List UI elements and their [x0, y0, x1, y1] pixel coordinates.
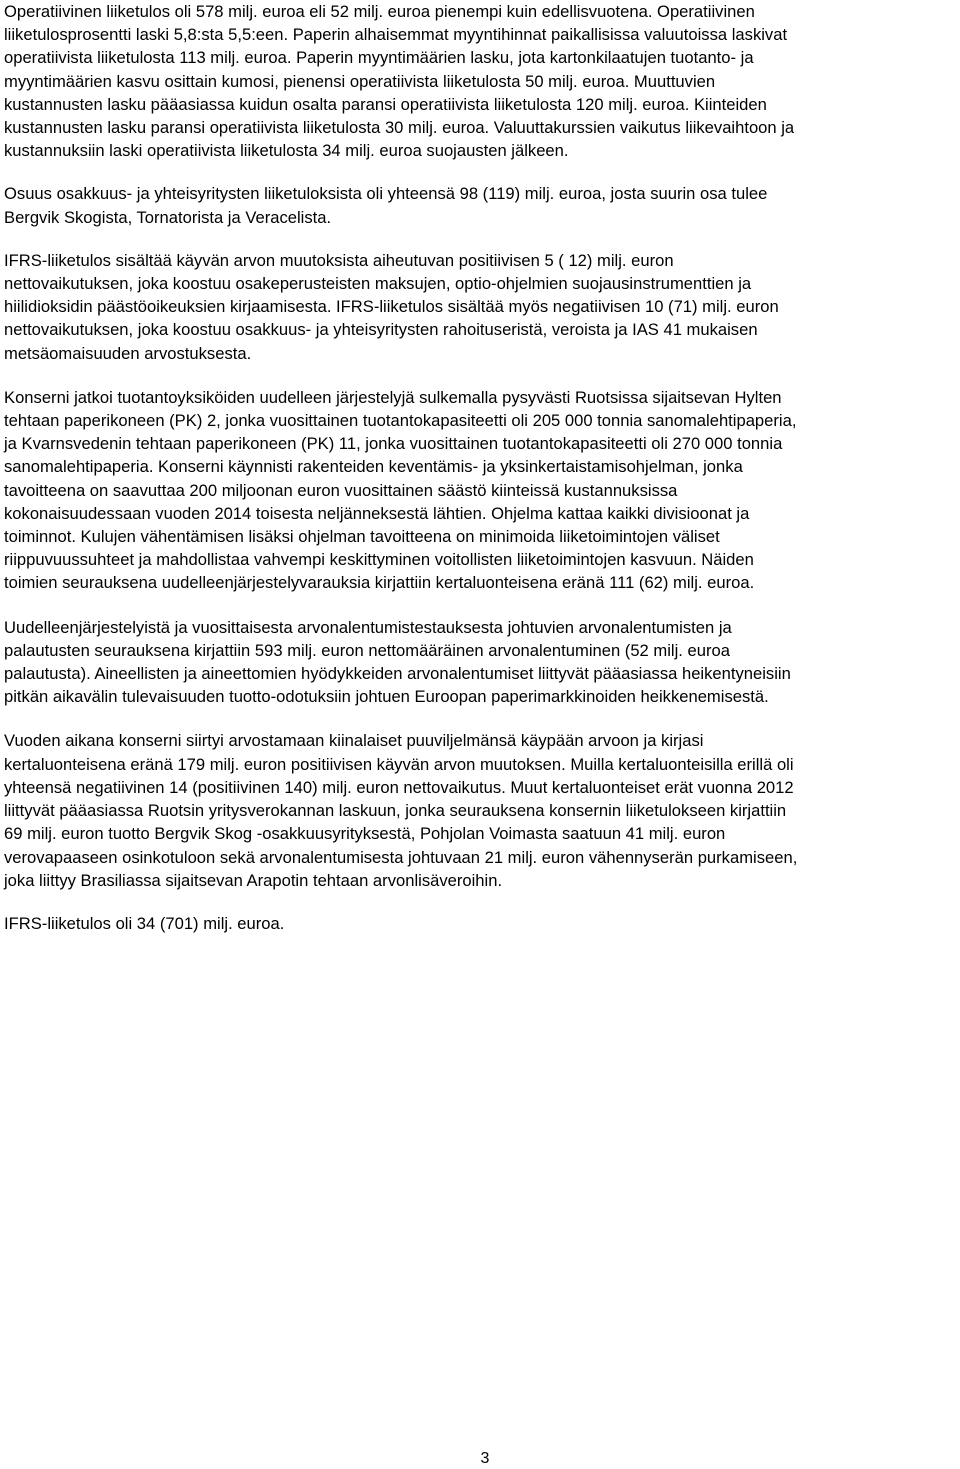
paragraph-operating-result: [4, 0, 956, 162]
text-line: myyntimäärien kasvu osittain kumosi, pienensi operatiivista liiketulosta 50 milj. euroa. Muuttuvien: [4, 71, 716, 91]
text-line: palautusten seurauksena kirjattiin 593 milj. euron nettomääräinen arvonalentuminen (52 milj. euroa: [4, 640, 730, 660]
text-line: nettovaikutuksen, joka koostuu osakeperusteisten maksujen, optio-ohjelmien suojausinstrumenttien ja: [4, 274, 752, 294]
text-line: toiminnot. Kulujen vähentämisen lisäksi ohjelman tavoitteena on minimoida liiketoimintojen väliset: [4, 527, 720, 547]
text-line: Konserni jatkoi tuotantoyksiköiden uudelleen järjestelyjä sulkemalla pysyvästi Ruotsissa sijaitsevan Hylten: [4, 387, 782, 407]
text-line: liittyvät pääasiassa Ruotsin yritysverokannan laskuun, jonka seurauksena konsernin liiketulokseen kirjattiin: [4, 801, 787, 821]
text-line: IFRS-liiketulos oli 34 (701) milj. euroa.: [4, 913, 285, 933]
paragraph-associated-companies: [4, 182, 956, 228]
text-line: kustannuksiin laski operatiivista liiketulosta 34 milj. euroa suojausten jälkeen.: [4, 141, 569, 161]
text-line: verovapaaseen osinkotuloon sekä arvonalentumisesta johtuvaan 21 milj. euron vähennyserän purkamiseen,: [4, 847, 798, 867]
text-line: palautusta). Aineellisten ja aineettomien hyödykkeiden arvonalentumiset liittyvät pääasiassa heikentyneisiin: [4, 664, 791, 684]
text-line: nettovaikutuksen, joka koostuu osakkuus- ja yhteisyritysten rahoituseristä, veroista ja IAS 41 mukaisen: [4, 320, 758, 340]
text-line: Operatiivinen liiketulos oli 578 milj. euroa eli 52 milj. euroa pienempi kuin edellisvuotena. Operatiivinen: [4, 2, 755, 21]
text-line: riippuvuussuhteet ja mahdollistaa vahvempi keskittyminen voitollisten liiketoimintojen kasvuun. Näiden: [4, 550, 754, 570]
paragraph-restructuring: [4, 386, 956, 595]
text-line: Uudelleenjärjestelyistä ja vuosittaisesta arvonalentumistestauksesta johtuvien arvonalentumisten ja: [4, 617, 732, 637]
text-line: operatiivista liiketulosta 113 milj. euroa. Paperin myyntimäärien lasku, jota kartonkilaatujen tuotanto- ja: [4, 48, 754, 68]
text-line: tavoitteena on saavuttaa 200 miljoonan euron vuosittainen säästö kiinteissä kustannuksissa: [4, 480, 678, 500]
text-line: kokonaisuudessaan vuoden 2014 toisesta neljänneksestä lähtien. Ohjelma kattaa kaikki divisioonat ja: [4, 503, 750, 523]
document-page: [4, 0, 956, 955]
text-line: joka liittyy Brasiliassa sijaitsevan Arapotin tehtaan arvonlisäveroihin.: [4, 870, 503, 890]
text-line: hiilidioksidin päästöoikeuksien kirjaamisesta. IFRS-liiketulos sisältää myös negatiivisen 10 (71) milj. euron: [4, 297, 779, 317]
paragraph-non-recurring-items: [4, 729, 956, 891]
text-line: kertaluonteisena eränä 179 milj. euron positiivisen käyvän arvon muutoksen. Muilla kertaluonteisilla erillä oli: [4, 754, 794, 774]
text-line: IFRS-liiketulos sisältää käyvän arvon muutoksista aiheutuvan positiivisen 5 ( 12) milj. euron: [4, 250, 674, 270]
text-line: Vuoden aikana konserni siirtyi arvostamaan kiinalaiset puuviljelmänsä käypään arvoon ja kirjasi: [4, 731, 704, 751]
text-line: ja Kvarnsvedenin tehtaan paperikoneen (PK) 11, jonka vuosittainen tuotantokapasiteetti oli 270 000 tonnia: [4, 434, 783, 454]
text-line: tehtaan paperikoneen (PK) 2, jonka vuosittainen tuotantokapasiteetti oli 205 000 tonnia sanomalehtipaperia,: [4, 411, 797, 431]
text-line: 69 milj. euron tuotto Bergvik Skog -osakkuusyrityksestä, Pohjolan Voimasta saatuun 41 milj. euron: [4, 824, 726, 844]
text-line: toimien seurauksena uudelleenjärjestelyvarauksia kirjattiin kertaluonteisena eränä 111 (62) milj. euroa.: [4, 573, 755, 593]
text-line: Bergvik Skogista, Tornatorista ja Veracelista.: [4, 207, 332, 227]
paragraph-ifrs-fair-value: [4, 249, 956, 365]
text-line: sanomalehtipaperia. Konserni käynnisti rakenteiden keventämis- ja yksinkertaistamisohjelman, jonka: [4, 457, 743, 477]
text-line: pitkän aikavälin tulevaisuuden tuotto-odotuksiin johtuen Euroopan paperimarkkinoiden heikkenemisestä.: [4, 687, 769, 707]
text-line: metsäomaisuuden arvostuksesta.: [4, 343, 252, 363]
text-line: yhteensä negatiivinen 14 (positiivinen 140) milj. euron nettovaikutus. Muut kertaluonteiset erät vuonna 2012: [4, 777, 794, 797]
text-line: liiketulosprosentti laski 5,8:sta 5,5:een. Paperin alhaisemmat myyntihinnat paikallisissa valuutoissa laskivat: [4, 25, 788, 45]
page-number: 3: [480, 1450, 490, 1467]
paragraph-ifrs-operating-result: [4, 912, 956, 935]
text-line: Osuus osakkuus- ja yhteisyritysten liiketuloksista oli yhteensä 98 (119) milj. euroa, josta suurin osa tulee: [4, 184, 768, 204]
text-line: kustannusten lasku paransi operatiivista liiketulosta 30 milj. euroa. Valuuttakurssien vaikutus liikevaihtoon ja: [4, 118, 795, 138]
text-line: kustannusten lasku pääasiassa kuidun osalta paransi operatiivista liiketulosta 120 milj. euroa. Kiinteiden: [4, 94, 767, 114]
paragraph-impairments: [4, 616, 956, 709]
